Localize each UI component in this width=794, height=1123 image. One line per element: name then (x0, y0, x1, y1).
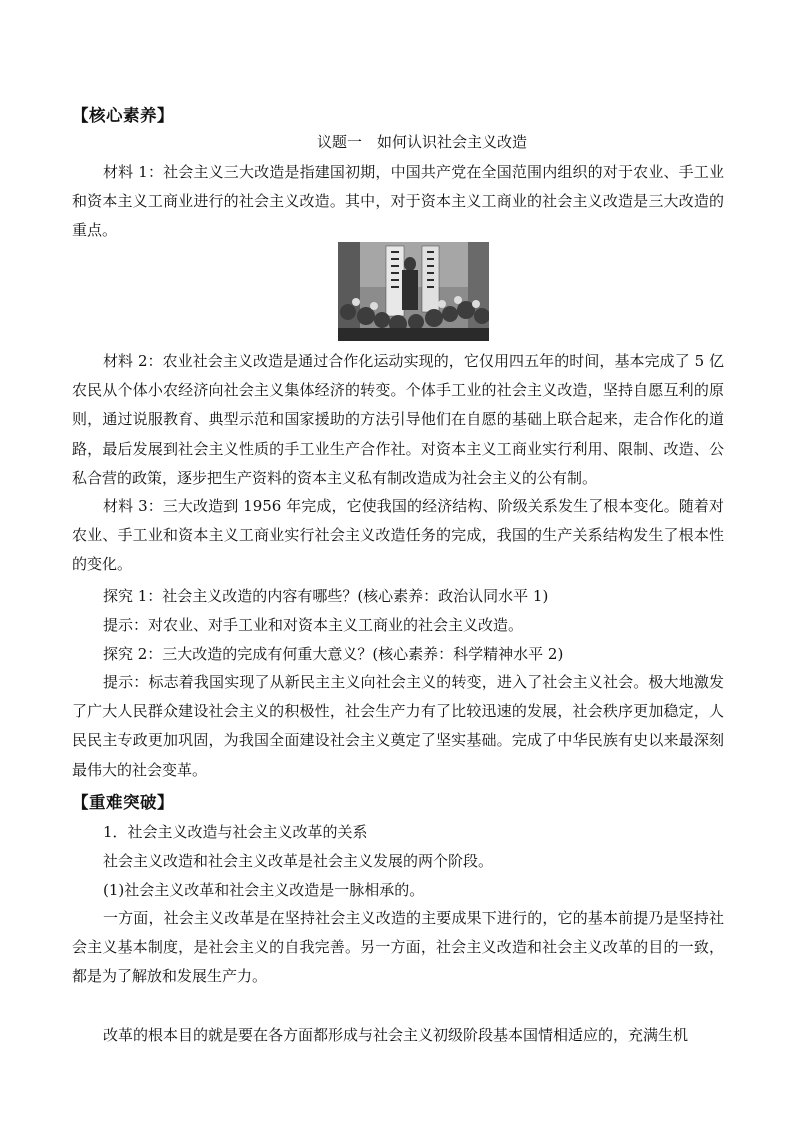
historical-photo (338, 242, 489, 341)
photo-crowd-image (338, 242, 489, 341)
material-1-paragraph: 材料 1：社会主义三大改造是指建国初期，中国共产党在全国范围内组织的对于农业、手工业和资本主义工商业进行的社会主义改造。其中，对于资本主义工商业的社会主义改造是三大改造的重点。 (72, 163, 724, 240)
hint-2-paragraph: 提示：标志着我国实现了从新民主主义向社会主义的转变，进入了社会主义社会。极大地激发了广大人民群众建设社会主义的积极性，社会生产力有了比较迅速的发展，社会秩序更加稳定，人民民主专政更加巩固，为我国全面建设社会主义奠定了坚实基础。完成了中华民族有史以来最深刻最伟大的社会变革。 (72, 673, 724, 779)
paragraph-one-hand: 一方面，社会主义改革是在坚持社会主义改造的主要成果下进行的，它的基本前提乃是坚持社会主义基本制度，是社会主义的自我完善。另一方面，社会主义改造和社会主义改革的目的一致，都是为了解放和发展生产力。 (72, 909, 724, 986)
material-3-paragraph: 材料 3：三大改造到 1956 年完成，它使我国的经济结构、阶级关系发生了根本变化。随着对农业、手工业和资本主义工商业实行社会主义改造任务的完成，我国的生产关系结构发生了根本性的变化。 (72, 497, 724, 574)
hint-1-answer: 提示：对农业、对手工业和对资本主义工商业的社会主义改造。 (103, 616, 524, 634)
point-1-title: 1．社会主义改造与社会主义改革的关系 (103, 823, 368, 841)
explore-2-question: 探究 2：三大改造的完成有何重大意义？(核心素养：科学精神水平 2) (103, 645, 564, 663)
explore-1-question: 探究 1：社会主义改造的内容有哪些？(核心素养：政治认同水平 1) (103, 587, 549, 605)
topic-title: 议题一 如何认识社会主义改造 (316, 133, 527, 151)
section-heading-core-literacy: 【核心素养】 (72, 106, 174, 125)
sub-point-1: (1)社会主义改革和社会主义改造是一脉相承的。 (103, 881, 425, 899)
point-1-intro: 社会主义改造和社会主义改革是社会主义发展的两个阶段。 (103, 852, 494, 870)
section-heading-key-difficulties: 【重难突破】 (72, 793, 174, 812)
paragraph-reform-goal: 改革的根本目的就是要在各方面都形成与社会主义初级阶段基本国情相适应的，充满生机 (103, 1026, 689, 1044)
material-2-paragraph: 材料 2：农业社会主义改造是通过合作化运动实现的，它仅用四五年的时间，基本完成了 5 亿农民从个体小农经济向社会主义集体经济的转变。个体手工业的社会主义改造，坚持自愿互利的原则，通过说服教育、典型示范和国家援助的方法引导他们在自愿的基础上联合起来，走合作化的道路，最后发展到社会主义性质的手工业生产合作社。对资本主义工商业实行利用、限制、改造、公私合营的政策，逐步把生产资料的资本主义私有制改造成为社会主义的公有制。 (72, 352, 724, 487)
